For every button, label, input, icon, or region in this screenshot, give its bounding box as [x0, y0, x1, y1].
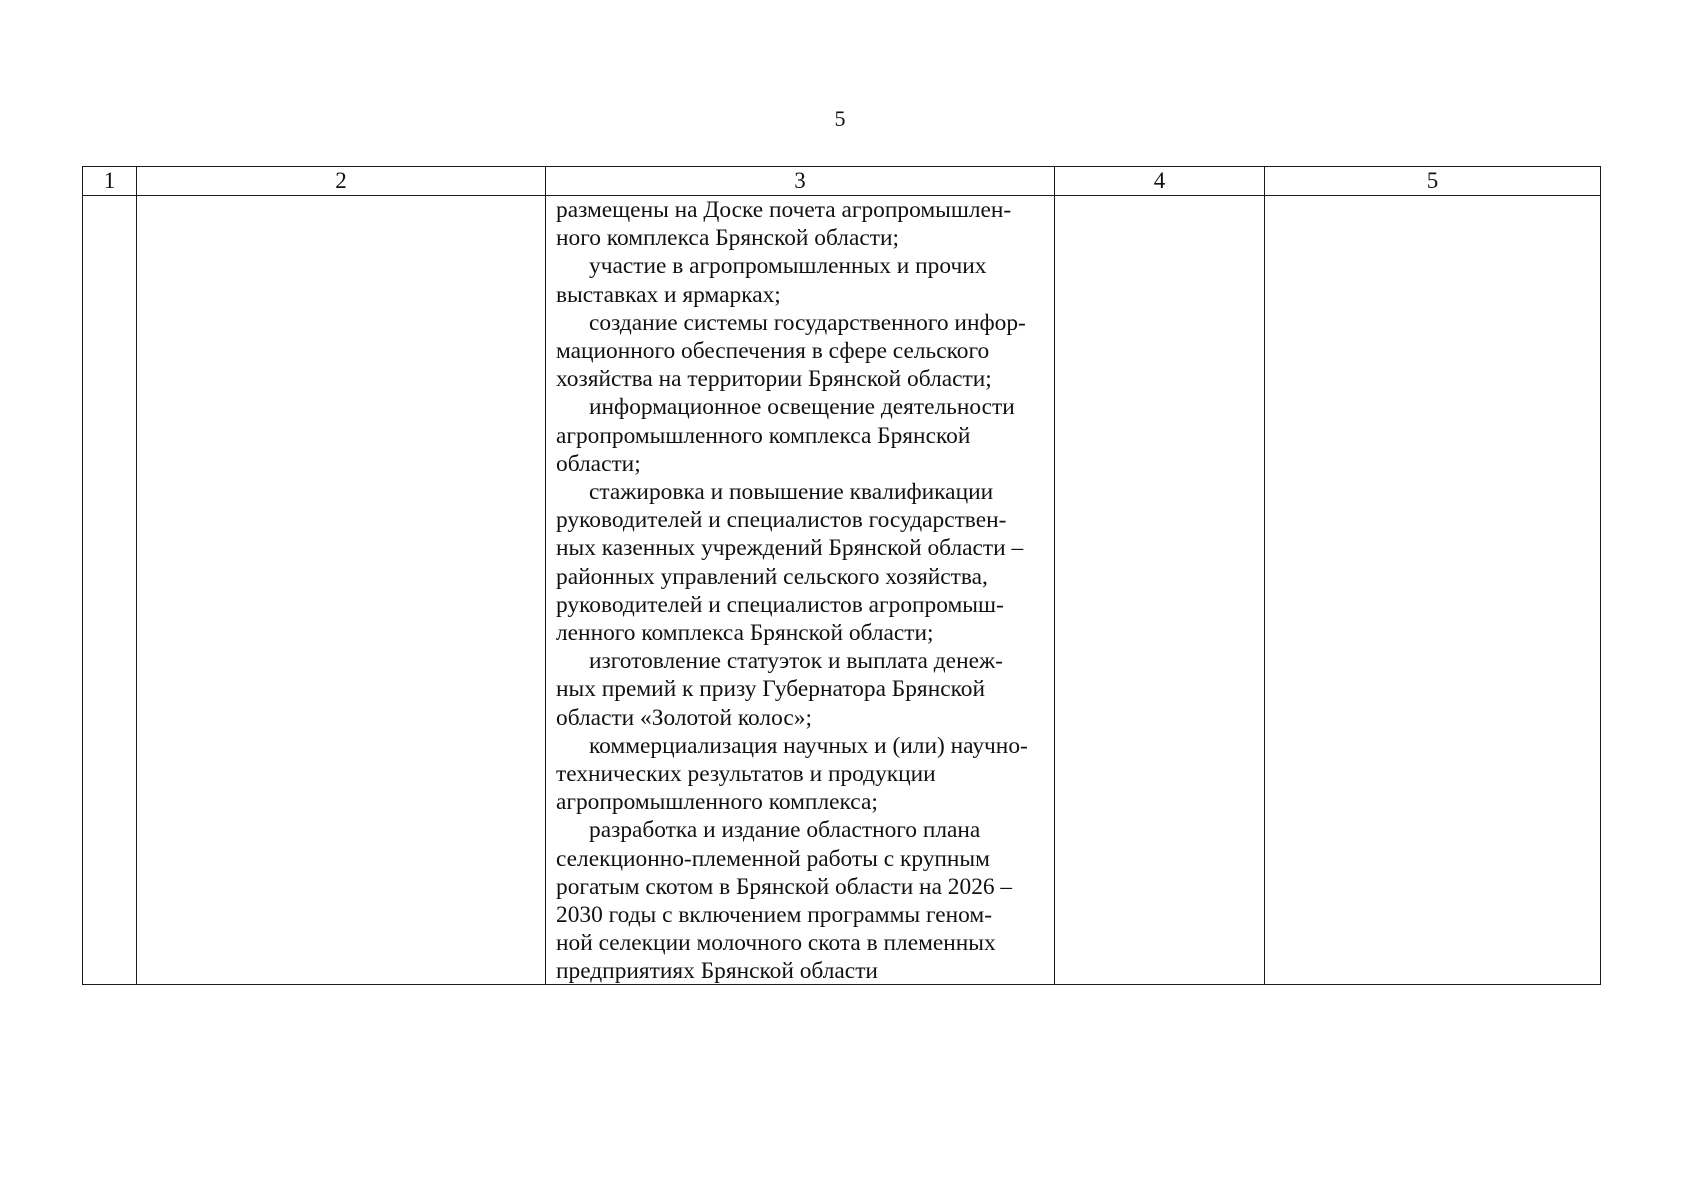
text-line: области; — [556, 450, 641, 477]
text-line: селекционно-племенной работы с крупным — [556, 845, 990, 872]
text-line: предприятиях Брянской области — [556, 958, 878, 984]
cell-col-5 — [1265, 196, 1601, 985]
text-line: ной селекции молочного скота в племенных — [556, 930, 996, 957]
text-line: создание системы государственного инфор- — [589, 309, 1026, 336]
text-line: районных управлений сельского хозяйства, — [556, 563, 988, 590]
text-line: мационного обеспечения в сфере сельского — [556, 338, 990, 365]
text-line: коммерциализация научных и (или) научно- — [589, 732, 1028, 759]
table-header-row — [83, 167, 1601, 196]
measures-text — [546, 196, 1054, 984]
page-number: 5 — [834, 106, 846, 131]
cell-col-2 — [137, 196, 546, 985]
text-line: ленного комплекса Брянской области; — [556, 620, 934, 647]
text-line: разработка и издание областного плана — [589, 817, 981, 844]
text-line: руководителей и специалистов государствен- — [556, 507, 1007, 534]
text-line: рогатым скотом в Брянской области на 2026 – — [556, 873, 1013, 900]
text-line: ных казенных учреждений Брянской области – — [556, 535, 1024, 562]
text-line: участие в агропромышленных и прочих — [589, 253, 987, 280]
column-header-4: 4 — [1055, 167, 1265, 196]
column-header-2: 2 — [137, 167, 546, 196]
column-header-3: 3 — [546, 167, 1055, 196]
text-line: руководителей и специалистов агропромыш- — [556, 591, 1004, 618]
text-line: ных премий к призу Губернатора Брянской — [556, 676, 985, 703]
column-header-5: 5 — [1265, 167, 1601, 196]
text-line: хозяйства на территории Брянской области; — [556, 366, 992, 393]
document-table — [82, 166, 1601, 985]
text-line: 2030 годы с включением программы геном- — [556, 902, 993, 929]
text-line: стажировка и повышение квалификации — [589, 479, 994, 506]
text-line: ного комплекса Брянской области; — [556, 225, 899, 252]
text-line: выставках и ярмарках; — [556, 281, 781, 308]
cell-col-1 — [83, 196, 137, 985]
text-line: области «Золотой колос»; — [556, 704, 812, 731]
text-line: изготовление статуэток и выплата денеж- — [589, 648, 1003, 675]
cell-col-3 — [546, 196, 1055, 985]
column-header-1: 1 — [83, 167, 137, 196]
table-row — [83, 196, 1601, 985]
cell-col-4 — [1055, 196, 1265, 985]
text-line: агропромышленного комплекса; — [556, 789, 878, 816]
text-line: технических результатов и продукции — [556, 761, 936, 788]
text-line: агропромышленного комплекса Брянской — [556, 422, 971, 449]
text-line: информационное освещение деятельности — [589, 394, 1015, 421]
text-line: размещены на Доске почета агропромышлен- — [556, 197, 1012, 223]
